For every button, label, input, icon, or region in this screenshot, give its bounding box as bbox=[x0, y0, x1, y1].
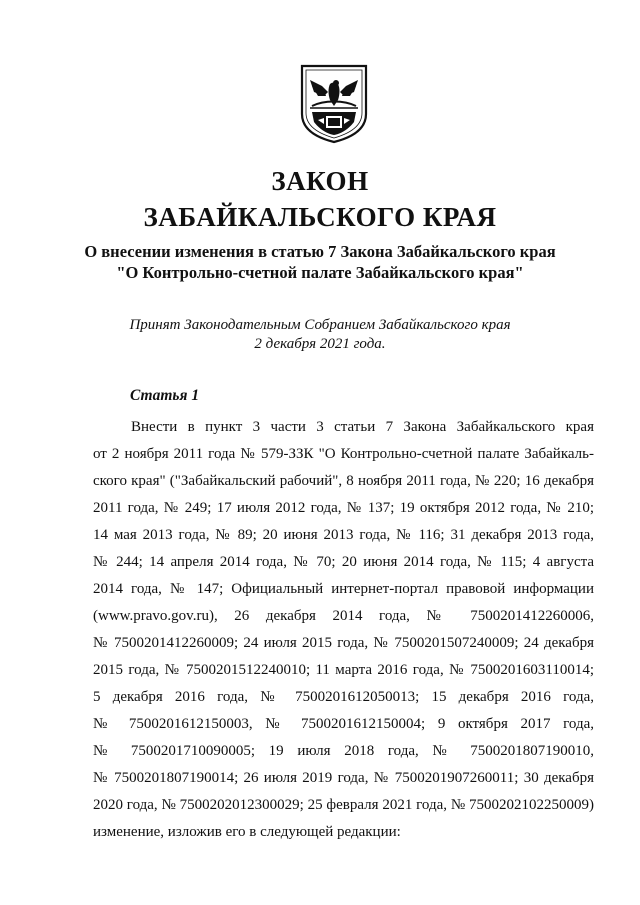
article-line: 14 мая 2013 года, № 89; 20 июня 2013 года, № 116; 31 декабря 2013 года, bbox=[93, 527, 594, 543]
subtitle-line: О внесении изменения в статью 7 Закона Забайкальского края bbox=[84, 242, 556, 261]
document-subtitle bbox=[60, 241, 580, 283]
adoption-line: Принят Законодательным Собранием Забайкальского края bbox=[129, 317, 511, 333]
article-line: № 7500201612150003, № 7500201612150004; 9 октября 2017 года, bbox=[93, 716, 594, 732]
coat-of-arms-icon bbox=[298, 62, 370, 144]
article-line: 2020 года, № 7500202012300029; 25 февраля 2021 года, № 7500202102250009) bbox=[93, 797, 594, 813]
article-line: (www.pravo.gov.ru), 26 декабря 2014 года, № 7500201412260006, bbox=[93, 608, 594, 624]
document-title: ЗАКОН bbox=[271, 166, 369, 196]
article-line: № 7500201807190014; 26 июля 2019 года, № 7500201907260011; 30 декабря bbox=[93, 770, 594, 786]
article-line: № 7500201412260009; 24 июля 2015 года, № 7500201507240009; 24 декабря bbox=[93, 635, 594, 651]
article-line: от 2 ноября 2011 года № 579-ЗЗК "О Контрольно-счетной палате Забайкаль- bbox=[93, 446, 594, 462]
article-line: Внести в пункт 3 части 3 статьи 7 Закона Забайкальского края bbox=[131, 419, 594, 435]
article-line: 2015 года, № 7500201512240010; 11 марта 2016 года, № 7500201603110014; bbox=[93, 662, 594, 678]
article-line: ского края" ("Забайкальский рабочий", 8 ноября 2011 года, № 220; 16 декабря bbox=[93, 473, 594, 489]
article-line: изменение, изложив его в следующей редакции: bbox=[93, 824, 401, 840]
article-line: 2011 года, № 249; 17 июля 2012 года, № 137; 19 октября 2012 года, № 210; bbox=[93, 500, 594, 516]
article-heading: Статья 1 bbox=[130, 387, 200, 404]
adoption-note bbox=[60, 316, 580, 354]
article-line: № 244; 14 апреля 2014 года, № 70; 20 июня 2014 года, № 115; 4 августа bbox=[93, 554, 594, 570]
subtitle-line: "О Контрольно-счетной палате Забайкальского края" bbox=[116, 263, 524, 282]
article-line: № 7500201710090005; 19 июля 2018 года, № 7500201807190010, bbox=[93, 743, 594, 759]
article-line: 2014 года, № 147; Официальный интернет-портал правовой информации bbox=[93, 581, 594, 597]
adoption-date: 2 декабря 2021 года. bbox=[254, 336, 386, 352]
document-region: ЗАБАЙКАЛЬСКОГО КРАЯ bbox=[143, 202, 497, 232]
article-line: 5 декабря 2016 года, № 7500201612050013; 15 декабря 2016 года, bbox=[93, 689, 594, 705]
article-body bbox=[93, 414, 594, 846]
